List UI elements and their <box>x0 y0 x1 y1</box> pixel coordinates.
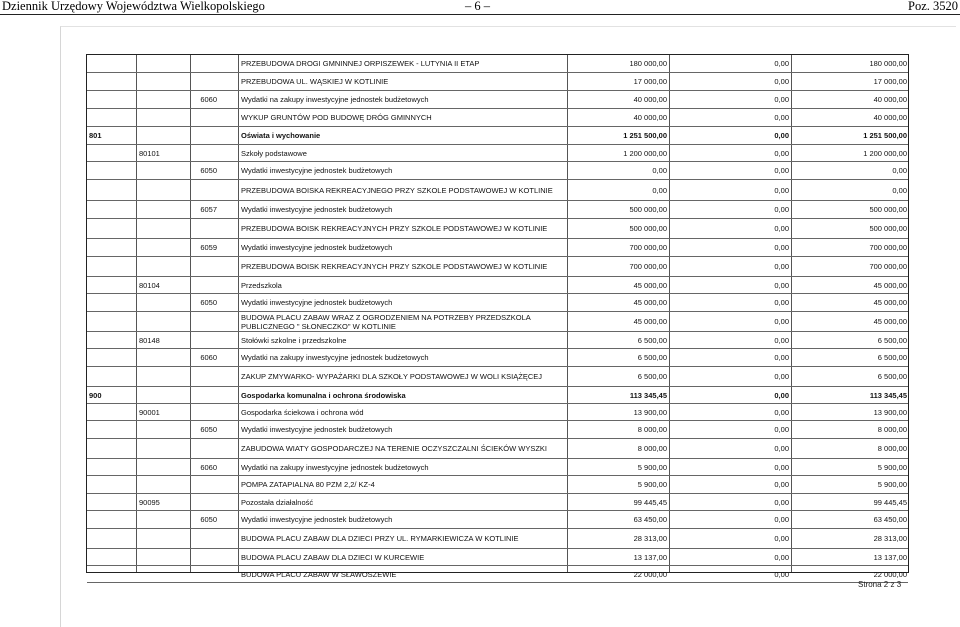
change-cell: 0,00 <box>774 462 789 472</box>
name-cell: Przedszkola <box>241 280 282 290</box>
change-cell: 0,00 <box>774 534 789 543</box>
budget-table <box>86 54 909 579</box>
amount-cell: 5 900,00 <box>637 480 667 489</box>
table-row <box>87 312 908 332</box>
name-cell: ZAKUP ZMYWARKO- WYPAŻARKI DLA SZKOŁY PODSTAWOWEJ W WOLI KSIĄŻĘCEJ <box>241 372 543 381</box>
paragraf-cell <box>191 529 239 548</box>
rozdzial-cell <box>137 257 189 276</box>
amount-cell: 28 313,00 <box>633 534 667 543</box>
amount-after-cell: 500 000,00 <box>869 224 907 233</box>
dzial-cell <box>87 549 133 565</box>
table-row <box>87 529 908 549</box>
table-row <box>87 180 908 201</box>
dzial-cell <box>87 566 133 582</box>
table-row <box>87 367 908 387</box>
amount-after-cell: 700 000,00 <box>869 262 907 271</box>
rozdzial-cell <box>137 91 189 108</box>
change-cell: 0,00 <box>774 148 789 158</box>
page-counter: Strona 2 z 3 <box>858 580 902 589</box>
paragraf-cell <box>191 332 239 348</box>
amount-after-cell: 45 000,00 <box>873 317 907 326</box>
name-cell: PRZEBUDOWA BOISK REKREACYJNYCH PRZY SZKOLE PODSTAWOWEJ W KOTLINIE <box>241 262 548 271</box>
amount-after-cell: 63 450,00 <box>873 515 907 524</box>
paragraf-cell <box>191 404 239 420</box>
paragraf-cell <box>191 127 239 144</box>
amount-cell: 40 000,00 <box>633 95 667 104</box>
amount-after-cell: 500 000,00 <box>869 205 907 214</box>
table-row <box>87 127 908 145</box>
change-cell: 0,00 <box>774 335 789 345</box>
name-cell: Wydatki na zakupy inwestycyjne jednostek budżetowych <box>241 462 429 472</box>
amount-after-cell: 0,00 <box>892 166 907 175</box>
dzial-cell: 900 <box>89 390 102 400</box>
amount-after-cell: 180 000,00 <box>869 59 907 68</box>
table-row <box>87 459 908 476</box>
paragraf-cell <box>191 566 239 582</box>
page-header <box>0 0 960 14</box>
name-cell: Gospodarka ściekowa i ochrona wód <box>241 407 364 417</box>
name-cell: Oświata i wychowanie <box>241 131 321 140</box>
amount-cell: 8 000,00 <box>637 425 667 434</box>
dzial-cell <box>87 349 133 366</box>
table-row <box>87 476 908 494</box>
amount-cell: 113 345,45 <box>629 390 667 400</box>
amount-cell: 6 500,00 <box>637 335 667 345</box>
paragraf-cell <box>191 219 239 238</box>
rozdzial-cell: 80148 <box>139 335 160 345</box>
paragraf-cell <box>191 55 239 72</box>
change-cell: 0,00 <box>774 95 789 104</box>
name-cell: BUDOWA PLACU ZABAW DLA DZIECI W KURCEWIE <box>241 552 425 562</box>
amount-after-cell: 22 000,00 <box>873 569 907 579</box>
rozdzial-cell <box>137 459 189 475</box>
change-cell: 0,00 <box>774 390 789 400</box>
rozdzial-cell <box>137 219 189 238</box>
name-cell: Wydatki inwestycyjne jednostek budżetowych <box>241 166 393 175</box>
dzial-cell <box>87 404 133 420</box>
change-cell: 0,00 <box>774 280 789 290</box>
name-cell: PRZEBUDOWA BOISKA REKREACYJNEGO PRZY SZKOLE PODSTAWOWEJ W KOTLINIE <box>241 185 553 195</box>
dzial-cell <box>87 180 133 200</box>
amount-after-cell: 1 200 000,00 <box>863 148 907 158</box>
paragraf-cell: 6060 <box>200 353 217 362</box>
rozdzial-cell <box>137 180 189 200</box>
amount-after-cell: 45 000,00 <box>873 298 907 307</box>
name-cell: POMPA ZATAPIALNA 80 PZM 2,2/ KZ-4 <box>241 480 375 489</box>
change-cell: 0,00 <box>774 317 789 326</box>
dzial-cell <box>87 162 133 179</box>
amount-cell: 45 000,00 <box>633 317 667 326</box>
paragraf-cell <box>191 312 239 331</box>
paragraf-cell <box>191 145 239 161</box>
paragraf-cell <box>191 476 239 493</box>
dzial-cell <box>87 529 133 548</box>
amount-cell: 1 200 000,00 <box>623 148 667 158</box>
amount-after-cell: 700 000,00 <box>869 243 907 252</box>
dzial-cell <box>87 511 133 528</box>
rozdzial-cell <box>137 162 189 179</box>
table-row <box>87 257 908 277</box>
journal-title: Dziennik Urzędowy Województwa Wielkopolskiego <box>2 0 265 13</box>
amount-after-cell: 5 900,00 <box>877 480 907 489</box>
name-cell: Wydatki inwestycyjne jednostek budżetowych <box>241 425 393 434</box>
name-cell: PRZEBUDOWA BOISK REKREACYJNYCH PRZY SZKOLE PODSTAWOWEJ W KOTLINIE <box>241 224 548 233</box>
table-row <box>87 494 908 511</box>
paragraf-cell <box>191 277 239 293</box>
amount-after-cell: 113 345,45 <box>869 390 907 400</box>
table-row <box>87 511 908 529</box>
paragraf-cell: 6060 <box>200 462 217 472</box>
table-row <box>87 73 908 91</box>
change-cell: 0,00 <box>774 515 789 524</box>
amount-cell: 13 137,00 <box>633 552 667 562</box>
amount-cell: 63 450,00 <box>633 515 667 524</box>
rozdzial-cell <box>137 529 189 548</box>
amount-cell: 6 500,00 <box>637 372 667 381</box>
dzial-cell <box>87 421 133 438</box>
dzial-cell <box>87 219 133 238</box>
dzial-cell <box>87 91 133 108</box>
paragraf-cell: 6050 <box>200 515 217 524</box>
rozdzial-cell <box>137 566 189 582</box>
dzial-cell <box>87 439 133 458</box>
paragraf-cell: 6050 <box>200 166 217 175</box>
table-row <box>87 201 908 219</box>
table-row <box>87 109 908 127</box>
rozdzial-cell <box>137 294 189 311</box>
amount-after-cell: 40 000,00 <box>873 95 907 104</box>
amount-cell: 8 000,00 <box>637 444 667 453</box>
change-cell: 0,00 <box>774 569 789 579</box>
table-row <box>87 349 908 367</box>
table-row <box>87 145 908 162</box>
dzial-cell: 801 <box>89 131 102 140</box>
rozdzial-cell <box>137 73 189 90</box>
paragraf-cell <box>191 439 239 458</box>
amount-cell: 0,00 <box>652 166 667 175</box>
paragraf-cell: 6050 <box>200 425 217 434</box>
change-cell: 0,00 <box>774 353 789 362</box>
paragraf-cell: 6050 <box>200 298 217 307</box>
dzial-cell <box>87 109 133 126</box>
paragraf-cell: 6060 <box>200 95 217 104</box>
table-row <box>87 439 908 459</box>
table-row <box>87 421 908 439</box>
rozdzial-cell <box>137 511 189 528</box>
rozdzial-cell <box>137 476 189 493</box>
dzial-cell <box>87 459 133 475</box>
rozdzial-cell <box>137 201 189 218</box>
amount-after-cell: 6 500,00 <box>877 353 907 362</box>
amount-cell: 700 000,00 <box>629 243 667 252</box>
dzial-cell <box>87 312 133 331</box>
amount-cell: 500 000,00 <box>629 224 667 233</box>
name-cell: Stołówki szkolne i przedszkolne <box>241 335 347 345</box>
dzial-cell <box>87 277 133 293</box>
amount-cell: 13 900,00 <box>633 407 667 417</box>
change-cell: 0,00 <box>774 131 789 140</box>
name-cell: ZABUDOWA WIATY GOSPODARCZEJ NA TERENIE OCZYSZCZALNI ŚCIEKÓW WYSZKI <box>241 444 548 453</box>
change-cell: 0,00 <box>774 224 789 233</box>
name-cell: PRZEBUDOWA DROGI GMNINNEJ ORPISZEWEK - LUTYNIA II ETAP <box>241 59 480 68</box>
paragraf-cell: 6059 <box>200 243 217 252</box>
rozdzial-cell <box>137 439 189 458</box>
name-cell: Szkoły podstawowe <box>241 148 307 158</box>
dzial-cell <box>87 332 133 348</box>
change-cell: 0,00 <box>774 298 789 307</box>
change-cell: 0,00 <box>774 113 789 122</box>
amount-after-cell: 45 000,00 <box>873 280 907 290</box>
table-row <box>87 55 908 73</box>
change-cell: 0,00 <box>774 372 789 381</box>
amount-after-cell: 99 445,45 <box>873 497 907 507</box>
paragraf-cell <box>191 180 239 200</box>
change-cell: 0,00 <box>774 552 789 562</box>
dzial-cell <box>87 494 133 510</box>
name-cell: BUDOWA PLACU ZABAW W SŁAWOSZEWIE <box>241 569 397 579</box>
paragraf-cell <box>191 387 239 403</box>
paragraf-cell <box>191 109 239 126</box>
amount-after-cell: 13 900,00 <box>873 407 907 417</box>
amount-after-cell: 6 500,00 <box>877 372 907 381</box>
change-cell: 0,00 <box>774 77 789 86</box>
table-row <box>87 387 908 404</box>
paragraf-cell: 6057 <box>200 205 217 214</box>
amount-cell: 45 000,00 <box>633 298 667 307</box>
amount-after-cell: 5 900,00 <box>877 462 907 472</box>
dzial-cell <box>87 145 133 161</box>
amount-after-cell: 0,00 <box>892 185 907 195</box>
rozdzial-cell <box>137 127 189 144</box>
table-row <box>87 404 908 421</box>
dzial-cell <box>87 55 133 72</box>
rozdzial-cell <box>137 109 189 126</box>
amount-cell: 180 000,00 <box>629 59 667 68</box>
amount-after-cell: 1 251 500,00 <box>863 131 907 140</box>
amount-cell: 40 000,00 <box>633 113 667 122</box>
name-cell: Wydatki inwestycyjne jednostek budżetowych <box>241 515 393 524</box>
name-cell: Wydatki na zakupy inwestycyjne jednostek budżetowych <box>241 353 429 362</box>
paragraf-cell <box>191 549 239 565</box>
name-cell: Gospodarka komunalna i ochrona środowiska <box>241 390 406 400</box>
table-row <box>87 219 908 239</box>
change-cell: 0,00 <box>774 480 789 489</box>
paragraf-cell <box>191 494 239 510</box>
rozdzial-cell <box>137 312 189 331</box>
change-cell: 0,00 <box>774 243 789 252</box>
amount-after-cell: 28 313,00 <box>873 534 907 543</box>
amount-cell: 22 000,00 <box>633 569 667 579</box>
amount-cell: 99 445,45 <box>633 497 667 507</box>
table-row <box>87 294 908 312</box>
page-number: – 6 – <box>465 0 490 13</box>
name-cell: BUDOWA PLACU ZABAW DLA DZIECI PRZY UL. RYMARKIEWICZA W KOTLINIE <box>241 534 519 543</box>
change-cell: 0,00 <box>774 205 789 214</box>
table-row <box>87 277 908 294</box>
amount-after-cell: 17 000,00 <box>873 77 907 86</box>
paragraf-cell <box>191 73 239 90</box>
rozdzial-cell <box>137 367 189 386</box>
change-cell: 0,00 <box>774 59 789 68</box>
amount-after-cell: 13 137,00 <box>873 552 907 562</box>
table-row <box>87 162 908 180</box>
table-row <box>87 566 908 583</box>
name-cell: BUDOWA PLACU ZABAW WRAZ Z OGRODZENIEM NA POTRZEBY PRZEDSZKOLA PUBLICZNEGO " SŁONECZKO" W KOTLINIE <box>241 312 531 331</box>
change-cell: 0,00 <box>774 407 789 417</box>
amount-after-cell: 8 000,00 <box>877 444 907 453</box>
rozdzial-cell: 90001 <box>139 407 160 417</box>
name-cell: Wydatki inwestycyjne jednostek budżetowych <box>241 298 393 307</box>
change-cell: 0,00 <box>774 497 789 507</box>
rozdzial-cell: 80104 <box>139 280 160 290</box>
amount-after-cell: 40 000,00 <box>873 113 907 122</box>
table-row <box>87 239 908 257</box>
change-cell: 0,00 <box>774 425 789 434</box>
dzial-cell <box>87 294 133 311</box>
amount-cell: 0,00 <box>652 185 667 195</box>
table-row <box>87 549 908 566</box>
dzial-cell <box>87 476 133 493</box>
header-rule <box>0 14 960 15</box>
change-cell: 0,00 <box>774 262 789 271</box>
dzial-cell <box>87 239 133 256</box>
amount-cell: 700 000,00 <box>629 262 667 271</box>
amount-cell: 500 000,00 <box>629 205 667 214</box>
name-cell: Wydatki inwestycyjne jednostek budżetowych <box>241 205 393 214</box>
paragraf-cell <box>191 367 239 386</box>
name-cell: PRZEBUDOWA UL. WĄSKIEJ W KOTLINIE <box>241 77 389 86</box>
name-cell: Pozostała działalność <box>241 497 314 507</box>
change-cell: 0,00 <box>774 185 789 195</box>
amount-cell: 17 000,00 <box>633 77 667 86</box>
name-cell: Wydatki na zakupy inwestycyjne jednostek budżetowych <box>241 95 429 104</box>
change-cell: 0,00 <box>774 444 789 453</box>
rozdzial-cell: 90095 <box>139 497 160 507</box>
name-cell: WYKUP GRUNTÓW POD BUDOWĘ DRÓG GMINNYCH <box>241 113 432 122</box>
rozdzial-cell <box>137 349 189 366</box>
table-row <box>87 91 908 109</box>
rozdzial-cell <box>137 549 189 565</box>
name-cell: Wydatki inwestycyjne jednostek budżetowych <box>241 243 393 252</box>
dzial-cell <box>87 367 133 386</box>
rozdzial-cell <box>137 239 189 256</box>
position-number: Poz. 3520 <box>908 0 958 13</box>
rozdzial-cell <box>137 387 189 403</box>
amount-cell: 5 900,00 <box>637 462 667 472</box>
dzial-cell <box>87 257 133 276</box>
amount-after-cell: 6 500,00 <box>877 335 907 345</box>
amount-after-cell: 8 000,00 <box>877 425 907 434</box>
amount-cell: 1 251 500,00 <box>623 131 667 140</box>
dzial-cell <box>87 201 133 218</box>
rozdzial-cell <box>137 55 189 72</box>
table-row <box>87 332 908 349</box>
amount-cell: 45 000,00 <box>633 280 667 290</box>
dzial-cell <box>87 73 133 90</box>
change-cell: 0,00 <box>774 166 789 175</box>
rozdzial-cell: 80101 <box>139 148 160 158</box>
paragraf-cell <box>191 257 239 276</box>
amount-cell: 6 500,00 <box>637 353 667 362</box>
rozdzial-cell <box>137 421 189 438</box>
